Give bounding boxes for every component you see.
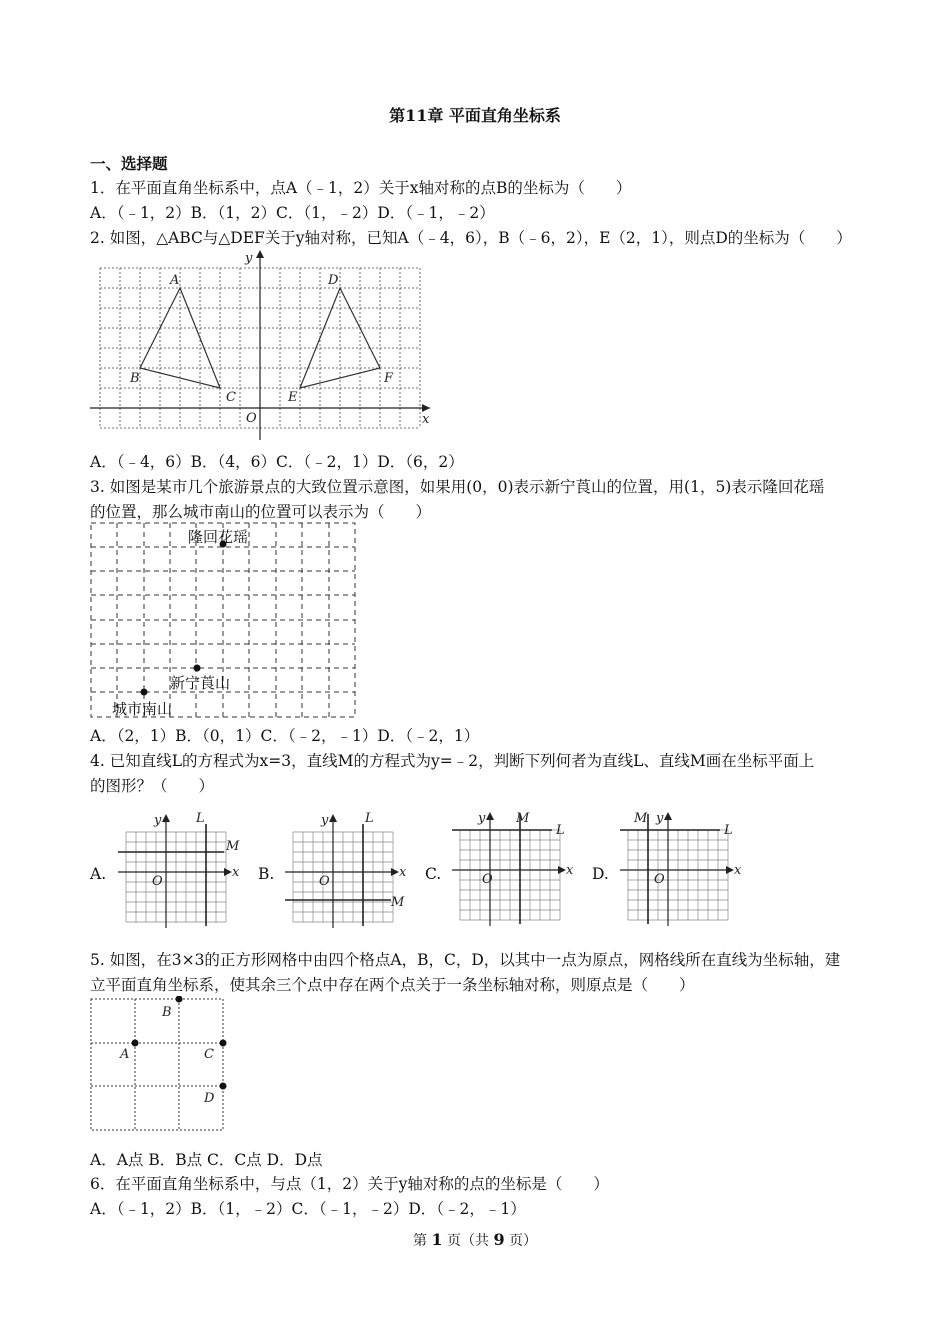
page-footer: 第 1 页（共 9 页）	[412, 1230, 538, 1249]
svg-text:O: O	[654, 872, 665, 887]
question-3-map	[90, 520, 360, 720]
question-5-stem-line1: 5. 如图，在3×3的正方形网格中由四个格点A，B，C，D，以其中一点为原点，网格线所在直线为坐标轴，建	[90, 951, 841, 969]
svg-text:O: O	[319, 874, 330, 889]
question-2-figure	[90, 248, 440, 443]
svg-text:x: x	[566, 863, 574, 878]
map-label-longhui-huayao: 隆回花瑶	[188, 528, 249, 546]
svg-text:O: O	[482, 872, 493, 887]
svg-text:O: O	[152, 874, 163, 889]
svg-text:L: L	[724, 823, 733, 838]
svg-text:M: M	[391, 895, 405, 910]
question-4-stem-line1: 4. 已知直线L的方程式为x=3，直线M的方程式为y=﹣2，判断下列何者为直线L、直线M画在坐标平面上	[90, 752, 815, 770]
svg-text:y: y	[154, 813, 162, 828]
point-b-label: B	[162, 1005, 172, 1020]
label-f: F	[384, 371, 394, 386]
svg-text:M: M	[516, 811, 530, 826]
point-d-label: D	[204, 1091, 215, 1106]
option-a-label: A.	[90, 865, 107, 883]
svg-text:L: L	[196, 811, 205, 826]
map-label-xinning-langshan: 新宁莨山	[170, 674, 231, 692]
point-c-label: C	[204, 1047, 214, 1062]
label-x: x	[422, 412, 430, 427]
question-2-options: A．（﹣4，6）B．（4，6）C．（﹣2，1）D．（6，2）	[90, 453, 464, 471]
page-total: 9	[493, 1230, 505, 1249]
page-number: 1	[431, 1230, 443, 1249]
svg-text:M: M	[226, 839, 240, 854]
question-4-stem-line2: 的图形？（ ）	[90, 777, 215, 795]
question-1-options: A．（﹣1，2）B．（1，2）C．（1，﹣2）D．（﹣1，﹣2）	[90, 204, 495, 222]
label-b: B	[130, 371, 140, 386]
question-6-options: A．（﹣1，2）B．（1，﹣2）C．（﹣1，﹣2）D．（﹣2，﹣1）	[90, 1200, 526, 1218]
option-d-label: D.	[592, 865, 609, 883]
option-c-graph	[452, 808, 580, 928]
label-origin: O	[246, 411, 257, 426]
svg-text:y: y	[656, 811, 664, 826]
svg-text:x: x	[399, 865, 407, 880]
question-2-stem: 2. 如图，△ABC与△DEF关于y轴对称，已知A（﹣4，6），B（﹣6，2），E（2，1），则点D的坐标为（ ）	[90, 229, 852, 247]
label-e: E	[288, 390, 298, 405]
label-d: D	[328, 273, 339, 288]
svg-text:L: L	[556, 823, 565, 838]
svg-text:x: x	[734, 863, 742, 878]
question-1-stem: 1．在平面直角坐标系中，点A（﹣1，2）关于x轴对称的点B的坐标为（ ）	[90, 179, 632, 197]
chapter-title: 第11章 平面直角坐标系	[389, 106, 561, 125]
section-heading: 一、选择题	[90, 154, 168, 173]
question-5-options: A．A点 B．B点 C．C点 D．D点	[90, 1151, 323, 1169]
svg-text:M: M	[634, 811, 648, 826]
svg-text:y: y	[321, 813, 329, 828]
svg-text:y: y	[478, 811, 486, 826]
question-5-stem-line2: 立平面直角坐标系，使其余三个点中存在两个点关于一条坐标轴对称，则原点是（ ）	[90, 976, 695, 994]
question-3-stem-line2: 的位置，那么城市南山的位置可以表示为（ ）	[90, 503, 432, 521]
point-a-label: A	[120, 1047, 130, 1062]
option-c-label: C.	[425, 865, 442, 883]
option-d-graph	[620, 808, 748, 928]
question-3-options: A．（2，1）B．（0，1）C．（﹣2，﹣1）D．（﹣2，1）	[90, 727, 480, 745]
option-b-label: B.	[258, 865, 275, 883]
svg-text:L: L	[365, 811, 374, 826]
option-a-graph	[118, 810, 246, 930]
label-a: A	[170, 273, 180, 288]
question-5-grid	[90, 996, 230, 1134]
label-y: y	[245, 251, 253, 266]
map-label-chengshi-nanshan: 城市南山	[112, 700, 173, 718]
option-b-graph	[285, 810, 413, 930]
question-3-stem-line1: 3. 如图是某市几个旅游景点的大致位置示意图，如果用(0，0)表示新宁莨山的位置，用(1，5)表示隆回花瑶	[90, 478, 825, 496]
question-6-stem: 6．在平面直角坐标系中，与点（1，2）关于y轴对称的点的坐标是（ ）	[90, 1175, 609, 1193]
label-c: C	[226, 390, 236, 405]
svg-text:x: x	[232, 865, 240, 880]
